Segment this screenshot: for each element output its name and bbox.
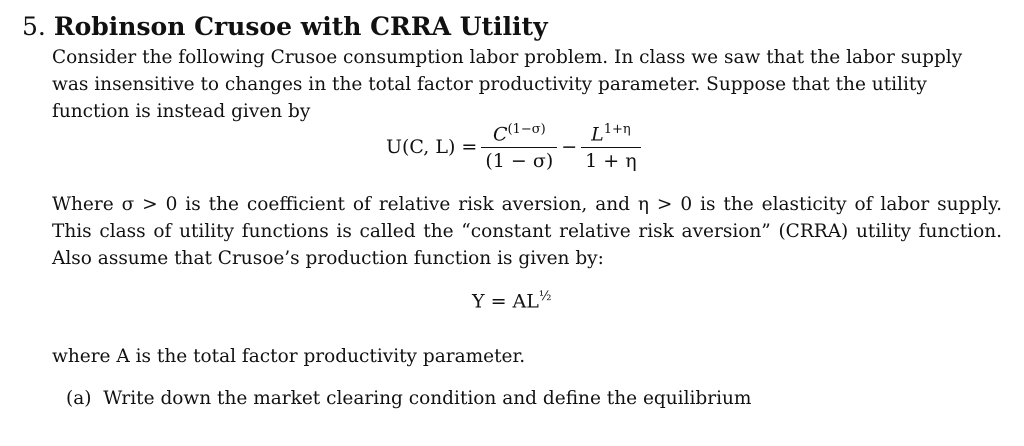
utility-term1-fraction: [481, 122, 557, 172]
utility-lhs: U(C, L) =: [386, 136, 478, 159]
term2-denominator: 1 + η: [581, 147, 640, 172]
term1-denominator: (1 − σ): [481, 147, 557, 172]
term1-numerator: C: [492, 123, 508, 146]
term2-numerator: L: [591, 123, 604, 146]
part-a-label: (a): [66, 388, 92, 409]
minus-sign: −: [561, 136, 578, 159]
production-equation: [472, 289, 552, 312]
utility-equation: [386, 122, 645, 172]
crra-paragraph: Where σ > 0 is the coefficient of relative risk aversion, and η > 0 is the elasticity of labor supply. This class of utility functions is called the “constant relative risk aversion” (CRRA) utility function. Also assume that Crusoe’s production function is given by:: [52, 194, 1002, 269]
part-a-item: [66, 388, 751, 409]
tfp-paragraph: where A is the total factor productivity parameter.: [52, 346, 526, 367]
problem-title: Robinson Crusoe with CRRA Utility: [53, 12, 548, 41]
problem-heading: [22, 12, 548, 41]
part-a-text: Write down the market clearing condition and define the equilibrium: [103, 388, 752, 409]
production-lhs: Y = AL: [472, 290, 539, 313]
term1-exponent: (1−σ): [507, 122, 546, 137]
term2-exponent: 1+η: [603, 122, 631, 137]
problem-number: 5.: [22, 12, 46, 41]
intro-paragraph: Consider the following Crusoe consumption labor problem. In class we saw that the labor supply was insensitive to changes in the total factor productivity parameter. Suppose that the utility function is instead given by: [52, 47, 963, 122]
production-exponent: ½: [538, 289, 552, 304]
utility-term2-fraction: [581, 122, 640, 172]
